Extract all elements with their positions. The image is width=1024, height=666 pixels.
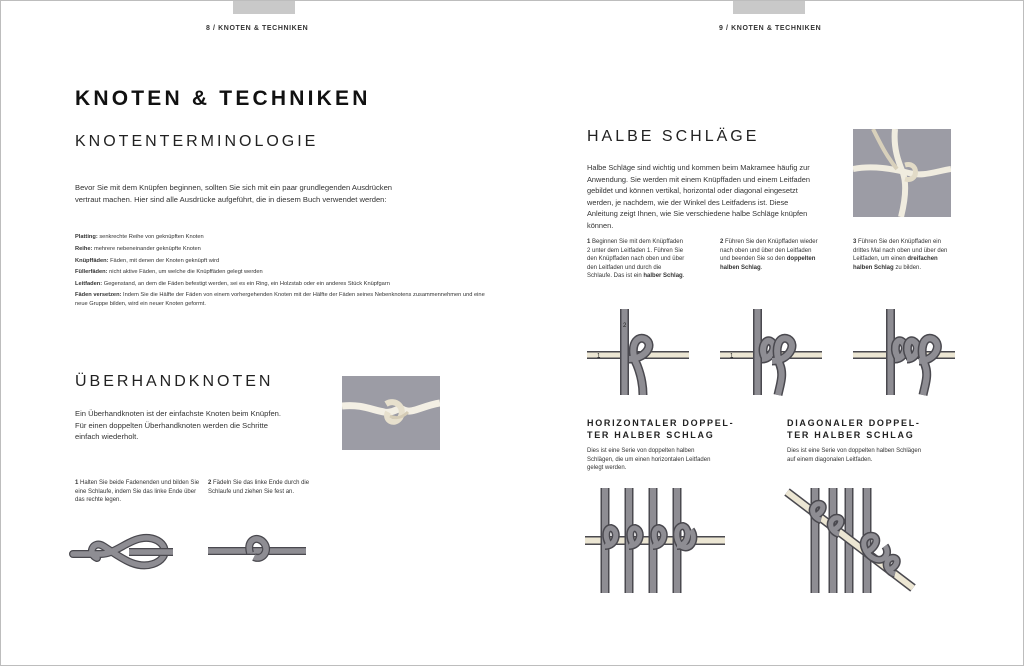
overhand-step-1-illustration [73,526,173,576]
half-hitch-step-3-illustration [853,309,955,395]
diagonal-hitch-text: Dies ist eine Serie von doppelten halben Schlägen auf einem diagonalen Leitfaden. [787,448,922,463]
half-hitch-step-1 [587,238,687,281]
overhand-step-2-illustration [206,529,308,569]
step-text: Führen Sie den Knüpffaden wieder nach oben und über den Leitfaden und beenden Sie so den [720,239,818,263]
step-text: Halten Sie beide Fadenenden und bilden Sie eine Schlaufe, indem Sie das linke Ende über das rechte legen. [75,480,200,504]
term-label: Leitfaden: [75,281,103,288]
term-definition: senkrechte Reihe von geknüpften Knoten [97,234,204,240]
term-definition: nicht aktive Fäden, um welche die Knüpffäden gelegt werden [107,269,263,276]
overhand-knot-photo-image [342,376,440,450]
right-page-tab [733,1,805,14]
section-title-half-hitches: HALBE SCHLÄGE [587,128,760,145]
horizontal-hitch-text: Dies ist eine Serie von doppelten halben Schlägen, die um einen horizontalen Leitfaden gelegt werden. [587,448,711,472]
half-hitch-step-2-illustration [720,309,822,395]
step-number: 1 [75,480,79,486]
term-row [75,244,495,256]
half-hitches-intro: Halbe Schläge sind wichtig und kommen beim Makramee häufig zur Anwendung. Sie werden mit einem Knüpffaden und einem Leitfaden gebildet und können vertikal, horizontal oder diagonal eingesetzt werden, je nachdem, wie der Winkel des Leitfadens ist. Diese Anleitung zeigt Ihnen, wie Sie verschiedene halbe Schläge knüpfen können. [587,163,810,230]
left-page-tab [233,1,295,14]
term-row [75,291,495,309]
terms-list [75,232,495,309]
term-row [75,232,495,244]
half-hitch-step-3 [853,238,955,272]
half-hitch-photo-image [853,129,951,217]
diagonal-hitch-title: DIAGONALER DOPPEL-TER HALBER SCHLAG [787,418,921,440]
step-text: Führen Sie den Knüpffaden ein drittes Mal nach oben und über den Leitfaden, um einen [853,239,948,263]
overhand-step-2 [208,479,310,496]
step-text: Fädeln Sie das linke Ende durch die Schlaufe und ziehen Sie fest an. [208,480,310,495]
step-text-end: . [682,273,685,280]
term-label: Fäden versetzen: [75,291,122,298]
step-text: Beginnen Sie mit dem Knüpffaden 2 unter dem Leitfaden 1. Führen Sie den Knüpffaden nach oben und über den Leitfaden und durch die Schlaufe. Das ist ein [587,239,685,280]
horizontal-hitch-illustration [585,488,725,593]
step-number: 3 [853,239,857,245]
left-running-head: 8 / KNOTEN & TECHNIKEN [206,25,309,32]
step-number: 2 [720,239,724,245]
term-label: Knüpffäden: [75,257,109,264]
overhand-intro: Ein Überhandknoten ist der einfachste Knoten beim Knüpfen. Für einen doppelten Überhandknoten werden die Schritte einfach wiederholt. [75,409,282,441]
overhand-step-1 [75,479,200,505]
step-bold-term: doppelten halben Schlag [720,256,816,271]
half-hitch-step-1-illustration [587,309,689,395]
overhand-knot-photo [342,376,440,450]
step-bold-term: dreifachen halben Schlag [853,256,938,271]
diagram-label-cord-2: 2 [623,323,627,329]
term-definition: Indem Sie die Hälfte der Fäden von einem vorhergehenden Knoten mit der Hälfte der Fäden seines Nebenknotens zusammennehmen und eine neue Gruppe bilden, wird ein neuer Knoten geformt. [75,291,485,307]
chapter-title: KNOTEN & TECHNIKEN [75,87,371,110]
step-number: 2 [208,480,212,486]
term-definition: mehrere nebeneinander geknüpfte Knoten [92,245,201,252]
step-text-end: . [760,264,763,271]
diagram-label-cord-1: 1 [730,353,734,360]
term-label: Platting: [75,234,98,240]
term-label: Reihe: [75,245,93,252]
step-bold-term: halber Schlag [643,273,683,280]
diagram-label-cord-1: 1 [597,353,601,360]
half-hitch-photo [853,129,951,217]
right-running-head: 9 / KNOTEN & TECHNIKEN [719,25,822,32]
half-hitch-step-2 [720,238,820,272]
term-row [75,267,495,279]
term-row [75,256,495,268]
horizontal-hitch-title: HORIZONTALER DOPPEL-TER HALBER SCHLAG [587,418,735,440]
term-definition: Fäden, mit denen der Knoten geknüpft wird [108,257,220,264]
section-title-overhand: ÜBERHANDKNOTEN [75,373,274,390]
term-definition: Gegenstand, an dem die Fäden befestigt werden, sei es ein Ring, ein Holzstab oder ein anderes Stück Knüpfgarn [102,281,390,288]
term-row [75,279,495,291]
terminology-intro: Bevor Sie mit dem Knüpfen beginnen, sollten Sie sich mit ein paar grundlegenden Ausdrücken vertraut machen. Hier sind alle Ausdrücke aufgeführt, die in diesem Buch verwendet werden: [75,183,393,204]
section-title-terminology: KNOTENTERMINOLOGIE [75,133,319,150]
diagonal-hitch-illustration [785,488,920,593]
step-text-end: zu bilden. [893,264,922,271]
term-label: Füllerfäden: [75,269,108,276]
step-number: 1 [587,239,591,245]
